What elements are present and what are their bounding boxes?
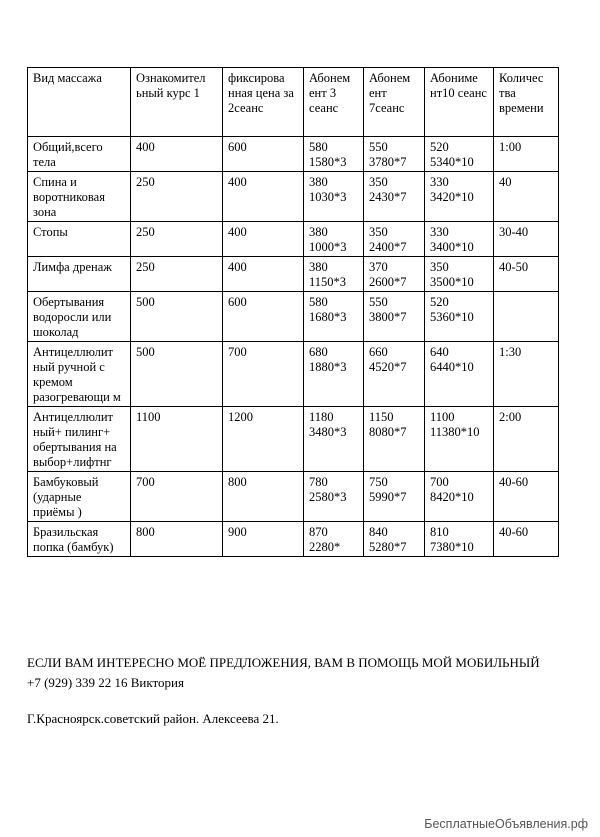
table-header-cell: Абонем ент 3 сеанс <box>304 68 364 137</box>
table-cell: 400 <box>131 137 223 172</box>
table-row <box>28 292 559 342</box>
table-body <box>28 68 559 557</box>
table-cell: Бамбуковый (ударные приёмы ) <box>28 472 131 522</box>
table-cell: 550 3780*7 <box>364 137 425 172</box>
table-cell: Обертывания водоросли или шоколад <box>28 292 131 342</box>
table-cell: 250 <box>131 257 223 292</box>
table-cell: 640 6440*10 <box>425 342 494 407</box>
table-cell: 1:30 <box>494 342 559 407</box>
table-cell: 700 <box>223 342 304 407</box>
table-cell: 520 5360*10 <box>425 292 494 342</box>
table-cell: 250 <box>131 222 223 257</box>
table-row <box>28 137 559 172</box>
table-cell <box>494 292 559 342</box>
contact-offer-text: ЕСЛИ ВАМ ИНТЕРЕСНО МОЁ ПРЕДЛОЖЕНИЯ, ВАМ В ПОМОЩЬ МОЙ МОБИЛЬНЫЙ +7 (929) 339 22 16 Виктория <box>27 655 540 690</box>
table-cell: 660 4520*7 <box>364 342 425 407</box>
table-cell: Антицеллюлит ный+ пилинг+ обертывания на выбор+лифтнг <box>28 407 131 472</box>
address-text: Г.Красноярск.советский район. Алексеева 21. <box>27 711 279 726</box>
table-cell: 40-60 <box>494 522 559 557</box>
table-cell: 400 <box>223 257 304 292</box>
table-cell: 500 <box>131 292 223 342</box>
table-row <box>28 522 559 557</box>
table-cell: Общий,всего тела <box>28 137 131 172</box>
table-cell: Стопы <box>28 222 131 257</box>
table-cell: 600 <box>223 292 304 342</box>
table-cell: 580 1580*3 <box>304 137 364 172</box>
table-cell: 370 2600*7 <box>364 257 425 292</box>
table-cell: 250 <box>131 172 223 222</box>
table-cell: Бразильская попка (бамбук) <box>28 522 131 557</box>
table-row <box>28 472 559 522</box>
table-cell: 700 <box>131 472 223 522</box>
table-header-cell: Количес тва времени <box>494 68 559 137</box>
table-cell: 1100 <box>131 407 223 472</box>
table-header-cell: Ознакомител ьный курс 1 <box>131 68 223 137</box>
table-cell: 810 7380*10 <box>425 522 494 557</box>
table-cell: 900 <box>223 522 304 557</box>
table-cell: 2:00 <box>494 407 559 472</box>
table-cell: 350 2400*7 <box>364 222 425 257</box>
table-header-row <box>28 68 559 137</box>
table-cell: 400 <box>223 222 304 257</box>
table-cell: 40-60 <box>494 472 559 522</box>
table-row <box>28 407 559 472</box>
table-cell: Лимфа дренаж <box>28 257 131 292</box>
table-cell: 380 1030*3 <box>304 172 364 222</box>
table-cell: 1150 8080*7 <box>364 407 425 472</box>
table-cell: 350 2430*7 <box>364 172 425 222</box>
table-cell: 780 2580*3 <box>304 472 364 522</box>
table-cell: 1200 <box>223 407 304 472</box>
table-row <box>28 342 559 407</box>
table-cell: 500 <box>131 342 223 407</box>
table-cell: 1:00 <box>494 137 559 172</box>
site-watermark: БесплатныеОбъявления.рф <box>424 817 588 831</box>
price-table <box>27 67 559 557</box>
table-cell: 40 <box>494 172 559 222</box>
table-cell: 800 <box>131 522 223 557</box>
table-cell: 580 1680*3 <box>304 292 364 342</box>
table-cell: 380 1150*3 <box>304 257 364 292</box>
table-cell: 40-50 <box>494 257 559 292</box>
table-cell: 330 3420*10 <box>425 172 494 222</box>
table-cell: 30-40 <box>494 222 559 257</box>
table-cell: 800 <box>223 472 304 522</box>
table-cell: 350 3500*10 <box>425 257 494 292</box>
table-row <box>28 257 559 292</box>
table-header-cell: Вид массажа <box>28 68 131 137</box>
table-cell: 400 <box>223 172 304 222</box>
table-cell: 870 2280* <box>304 522 364 557</box>
table-row <box>28 222 559 257</box>
table-cell: 520 5340*10 <box>425 137 494 172</box>
table-cell: Антицеллюлит ный ручной с кремом разогревающи м <box>28 342 131 407</box>
table-cell: 600 <box>223 137 304 172</box>
table-cell: 1180 3480*3 <box>304 407 364 472</box>
table-header-cell: фиксирова нная цена за 2сеанс <box>223 68 304 137</box>
table-cell: 700 8420*10 <box>425 472 494 522</box>
table-cell: 1100 11380*10 <box>425 407 494 472</box>
table-cell: 380 1000*3 <box>304 222 364 257</box>
table-row <box>28 172 559 222</box>
table-cell: Спина и воротниковая зона <box>28 172 131 222</box>
table-header-cell: Абонем ент 7сеанс <box>364 68 425 137</box>
table-cell: 840 5280*7 <box>364 522 425 557</box>
table-cell: 680 1880*3 <box>304 342 364 407</box>
table-cell: 550 3800*7 <box>364 292 425 342</box>
table-cell: 330 3400*10 <box>425 222 494 257</box>
table-cell: 750 5990*7 <box>364 472 425 522</box>
table-header-cell: Абониме нт10 сеанс <box>425 68 494 137</box>
